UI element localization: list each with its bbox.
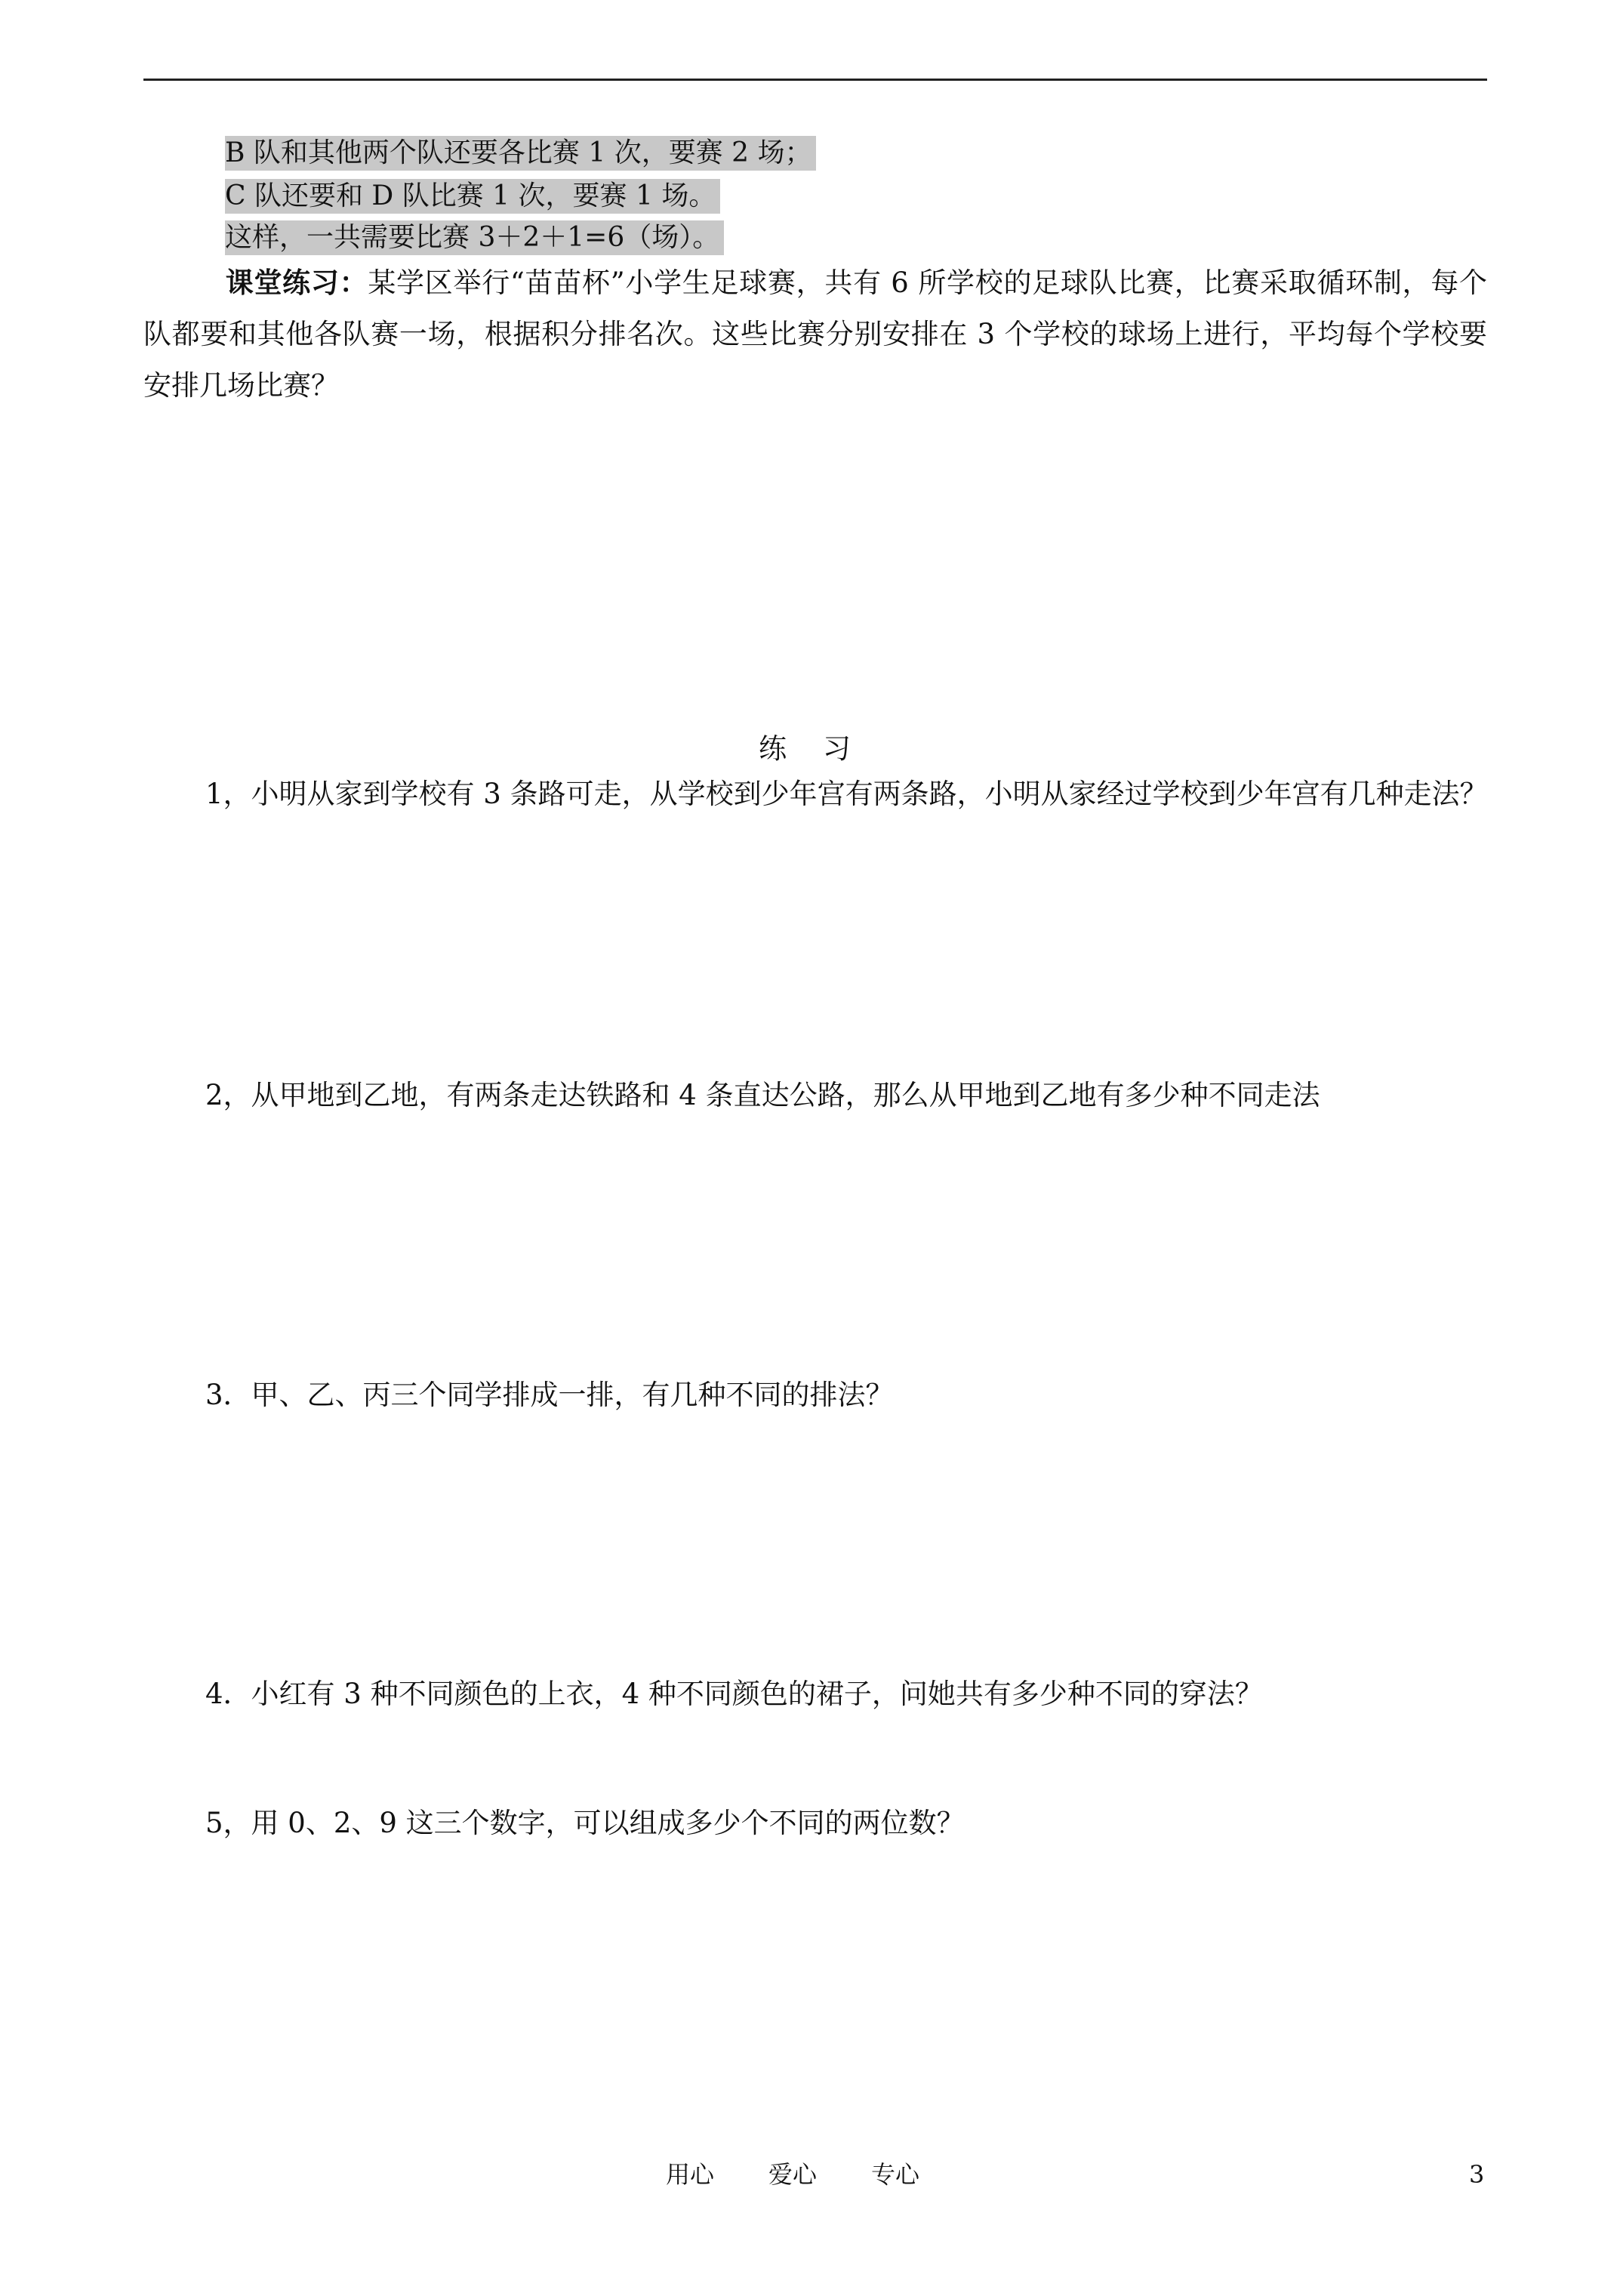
practice-paragraph [143, 257, 1487, 411]
motto-word: 爱心 [768, 2160, 818, 2189]
practice-text: 某学区举行“苗苗杯”小学生足球赛，共有 6 所学校的足球队比赛，比赛采取循环制，每个队都要和其他各队赛一场，根据积分排名次。这些比赛分别安排在 3 个学校的球场上进行，平均每个学校要安排几场比赛？ [143, 267, 1487, 402]
motto-word: 用心 [666, 2160, 715, 2189]
highlighted-line-3: 这样，一共需要比赛 3＋2＋1=6（场）。 [225, 220, 724, 255]
footer-motto [666, 2158, 974, 2191]
question-4: 4．小红有 3 种不同颜色的上衣，4 种不同颜色的裙子，问她共有多少种不同的穿法？ [205, 1678, 1263, 1710]
question-3: 3．甲、乙、丙三个同学排成一排，有几种不同的排法？ [205, 1379, 894, 1411]
practice-label: 课堂练习： [225, 266, 368, 299]
highlighted-line-1: B 队和其他两个队还要各比赛 1 次，要赛 2 场； [225, 136, 816, 171]
highlighted-line-2: C 队还要和 D 队比赛 1 次，要赛 1 场。 [225, 179, 720, 214]
page-number: 3 [1469, 2160, 1485, 2189]
question-5: 5，用 0、2、9 这三个数字，可以组成多少个不同的两位数？ [205, 1807, 965, 1839]
question-1: 1，小明从家到学校有 3 条路可走，从学校到少年宫有两条路，小明从家经过学校到少年宫有几种走法？ [205, 778, 1488, 810]
question-2: 2，从甲地到乙地，有两条走达铁路和 4 条直达公路，那么从甲地到乙地有多少种不同走法 [205, 1079, 1320, 1111]
header-rule [143, 79, 1487, 81]
motto-word: 专心 [871, 2160, 920, 2189]
section-title: 练 习 [759, 732, 864, 765]
